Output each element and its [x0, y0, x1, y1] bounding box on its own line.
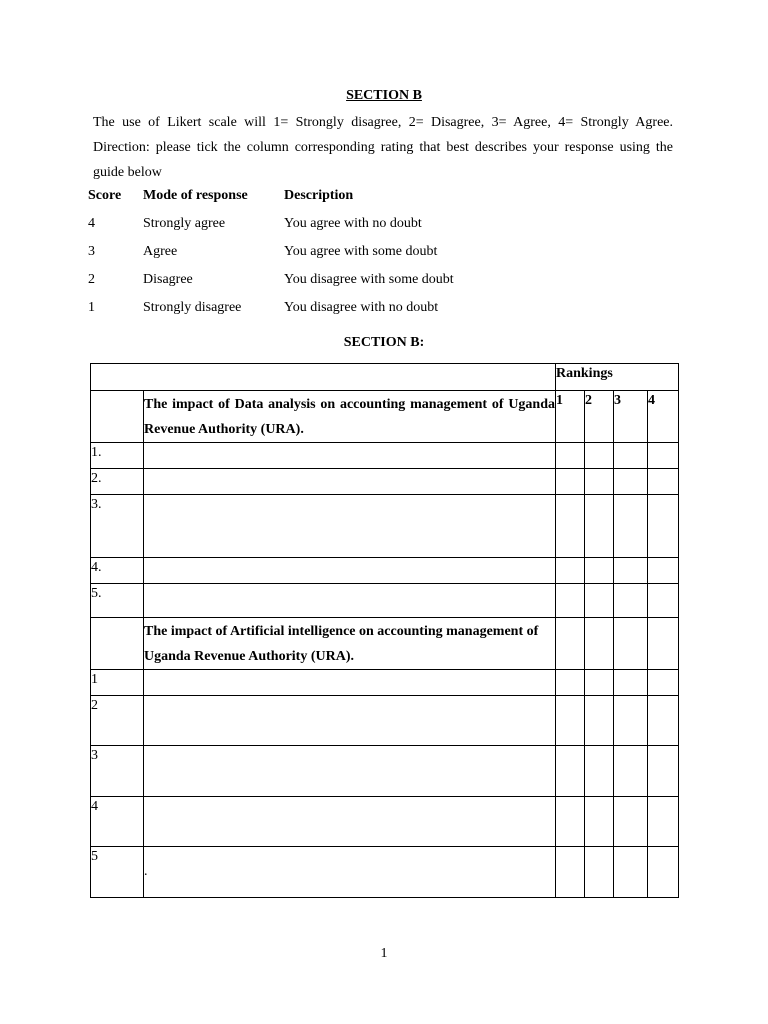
scale-mode: Disagree: [143, 272, 193, 287]
scale-description: You disagree with some doubt: [284, 272, 454, 287]
rank-checkbox-1[interactable]: [556, 797, 585, 847]
table-row: [91, 670, 679, 696]
rank-checkbox-4[interactable]: [648, 670, 679, 696]
scale-score: 1: [88, 300, 95, 315]
rank-checkbox-1[interactable]: [556, 670, 585, 696]
rank-checkbox-3[interactable]: [614, 696, 648, 746]
table-row: [91, 469, 679, 495]
rank-checkbox-1[interactable]: [556, 847, 585, 898]
item-number: 4: [91, 797, 144, 847]
item-number: 5.: [91, 584, 144, 618]
scale-mode: Strongly agree: [143, 216, 226, 231]
blank-cell: [614, 618, 648, 670]
item-text-cell[interactable]: [144, 443, 556, 469]
rank-checkbox-1[interactable]: [556, 584, 585, 618]
rank-checkbox-2[interactable]: [585, 670, 614, 696]
section-b-table-heading: SECTION B:: [343, 335, 425, 350]
rank-col-3: 3: [614, 391, 648, 443]
item-number: 1.: [91, 443, 144, 469]
rank-checkbox-2[interactable]: [585, 696, 614, 746]
rank-checkbox-4[interactable]: [648, 443, 679, 469]
item-number: 3: [91, 746, 144, 797]
item-text-cell[interactable]: [144, 847, 556, 898]
rank-col-1: 1: [556, 391, 585, 443]
blank-cell: [91, 391, 144, 443]
rank-checkbox-2[interactable]: [585, 469, 614, 495]
blank-cell: [648, 618, 679, 670]
rank-checkbox-1[interactable]: [556, 469, 585, 495]
rank-checkbox-4[interactable]: [648, 558, 679, 584]
rank-col-4: 4: [648, 391, 679, 443]
blank-cell: [91, 618, 144, 670]
page-number: 1: [380, 946, 388, 961]
likert-intro: The use of Likert scale will 1= Strongly disagree, 2= Disagree, 3= Agree, 4= Strongly Agree.: [93, 115, 673, 130]
table-row: [91, 495, 679, 558]
rank-checkbox-1[interactable]: [556, 495, 585, 558]
item-text-cell[interactable]: [144, 495, 556, 558]
rank-checkbox-2[interactable]: [585, 495, 614, 558]
rank-checkbox-4[interactable]: [648, 584, 679, 618]
rank-checkbox-1[interactable]: [556, 558, 585, 584]
scale-mode: Agree: [143, 244, 178, 259]
item-number: 1: [91, 670, 144, 696]
direction-text: Direction: please tick the column corresponding rating that best describes your response using the guide below: [93, 140, 673, 180]
blank-header-cell: [91, 364, 556, 391]
score-header: Score: [88, 188, 122, 203]
rank-checkbox-2[interactable]: [585, 584, 614, 618]
item-text-cell[interactable]: [144, 469, 556, 495]
rank-checkbox-4[interactable]: [648, 746, 679, 797]
rank-checkbox-3[interactable]: [614, 495, 648, 558]
rankings-table: [90, 363, 679, 898]
table-row: [91, 584, 679, 618]
scale-score: 3: [88, 244, 95, 259]
rank-checkbox-1[interactable]: [556, 696, 585, 746]
section-b-heading: SECTION B: [346, 88, 422, 103]
item-number: 3.: [91, 495, 144, 558]
item-number: 4.: [91, 558, 144, 584]
section2-title: The impact of Artificial intelligence on accounting management of Uganda Revenue Authority (URA).: [144, 618, 556, 670]
scale-mode: Strongly disagree: [143, 300, 242, 315]
rank-checkbox-2[interactable]: [585, 443, 614, 469]
item-text-cell[interactable]: [144, 797, 556, 847]
section1-title: The impact of Data analysis on accounting management of Uganda Revenue Authority (URA).: [144, 391, 556, 443]
rank-checkbox-3[interactable]: [614, 847, 648, 898]
rank-checkbox-4[interactable]: [648, 847, 679, 898]
rankings-label: Rankings: [556, 364, 679, 391]
rank-checkbox-3[interactable]: [614, 558, 648, 584]
scale-description: You disagree with no doubt: [284, 300, 439, 315]
rank-checkbox-3[interactable]: [614, 797, 648, 847]
rank-checkbox-2[interactable]: [585, 847, 614, 898]
rank-checkbox-2[interactable]: [585, 558, 614, 584]
rank-checkbox-1[interactable]: [556, 443, 585, 469]
rank-checkbox-3[interactable]: [614, 469, 648, 495]
item-number: 2.: [91, 469, 144, 495]
table-row: [91, 443, 679, 469]
section2-title-row: [91, 618, 679, 670]
rank-checkbox-3[interactable]: [614, 584, 648, 618]
stray-mark: .: [144, 864, 148, 879]
item-text-cell[interactable]: [144, 696, 556, 746]
item-text-cell[interactable]: [144, 670, 556, 696]
scale-score: 4: [88, 216, 95, 231]
rank-checkbox-3[interactable]: [614, 443, 648, 469]
rankings-header-row: [91, 364, 679, 391]
mode-header: Mode of response: [143, 188, 248, 203]
item-text-cell[interactable]: [144, 746, 556, 797]
table-row: [91, 696, 679, 746]
item-number: 5: [91, 847, 144, 898]
rank-checkbox-4[interactable]: [648, 469, 679, 495]
item-text-cell[interactable]: [144, 584, 556, 618]
item-number: 2: [91, 696, 144, 746]
item-text-cell[interactable]: [144, 558, 556, 584]
scale-description: You agree with some doubt: [284, 244, 438, 259]
rank-checkbox-4[interactable]: [648, 495, 679, 558]
table-row: [91, 558, 679, 584]
description-header: Description: [284, 188, 354, 203]
scale-score: 2: [88, 272, 95, 287]
rank-checkbox-1[interactable]: [556, 746, 585, 797]
table-row: [91, 797, 679, 847]
blank-cell: [585, 618, 614, 670]
rank-col-2: 2: [585, 391, 614, 443]
blank-cell: [556, 618, 585, 670]
rank-checkbox-3[interactable]: [614, 746, 648, 797]
rank-checkbox-2[interactable]: [585, 797, 614, 847]
rank-checkbox-2[interactable]: [585, 746, 614, 797]
section1-title-row: [91, 391, 679, 443]
table-row: [91, 847, 679, 898]
table-row: [91, 746, 679, 797]
rank-checkbox-3[interactable]: [614, 670, 648, 696]
rank-checkbox-4[interactable]: [648, 696, 679, 746]
scale-description: You agree with no doubt: [284, 216, 422, 231]
rank-checkbox-4[interactable]: [648, 797, 679, 847]
